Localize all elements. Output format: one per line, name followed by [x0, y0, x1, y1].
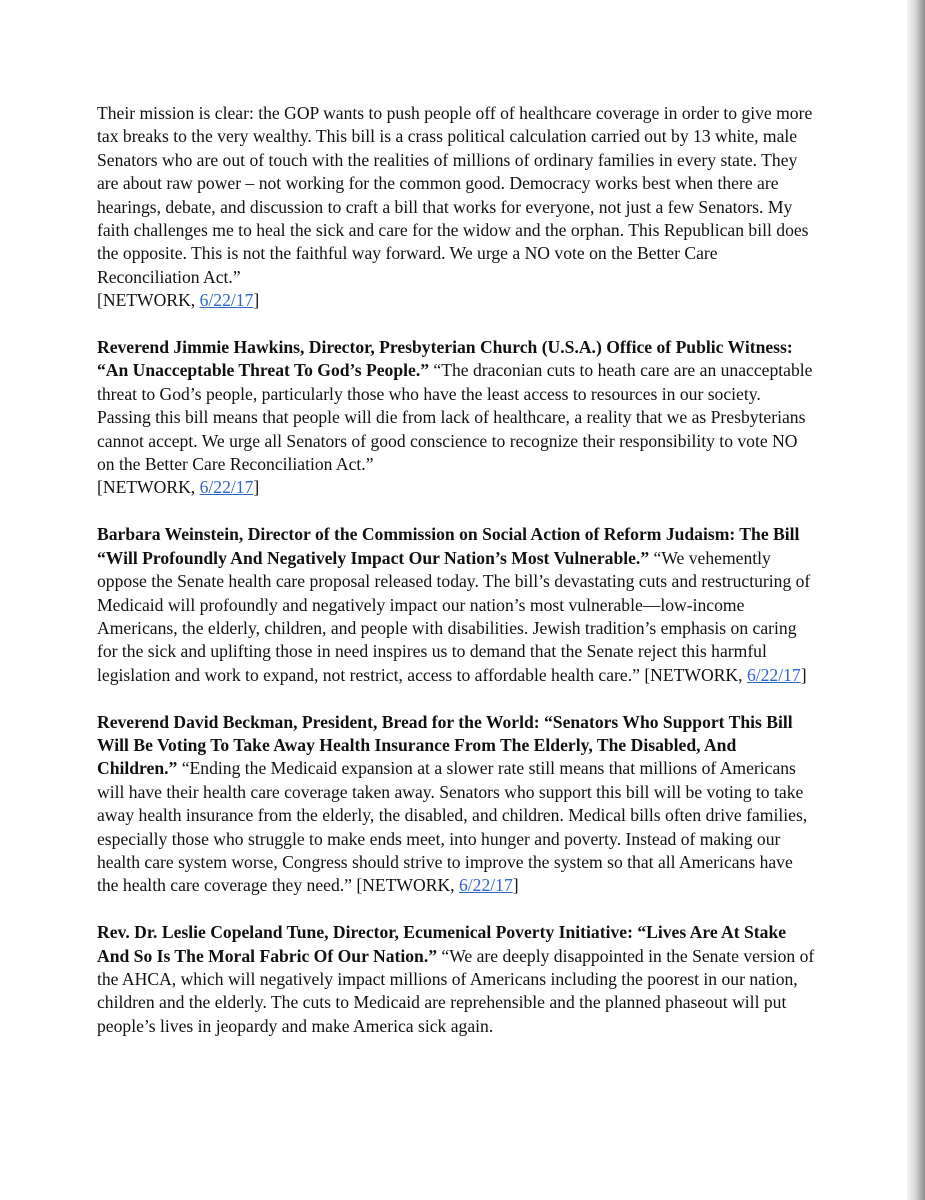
quote-text: “The draconian cuts to heath care are an unacceptable threat to God’s people, particularly those who have the least access to resources in our society. Passing this bill means that people will die from lack of healthcare, a reality that we as Presbyterians cannot accept. We urge all Senators of good conscience to recognize their responsibility to vote NO on the Better Care Reconciliation Act.” — [97, 360, 813, 475]
citation-close: ] — [253, 290, 260, 311]
quote-text: “Ending the Medicaid expansion at a slower rate still means that millions of Americans will have their health care coverage taken away. Senators who support this bill will be voting to take away health insurance from the elderly, the disabled, and children. Medical bills often drive families, especially those who struggle to make ends meet, into hunger and poverty. Instead of making our health care system worse, Congress should strive to improve the system so that all Americans have the health care coverage they need.” — [97, 758, 808, 896]
page-edge-shadow — [907, 0, 925, 1200]
citation-date-link[interactable]: 6/22/17 — [199, 290, 254, 311]
quote-text: “We are deeply disappointed in the Senate version of the AHCA, which will negatively impact millions of Americans including the poorest in our nation, children and the elderly. The cuts to Medicaid are reprehensible and the planned phaseout will put people’s lives in jeopardy and make America sick again. — [97, 945, 815, 1036]
citation-close: ] — [512, 875, 519, 896]
quote-paragraph-1 — [97, 102, 817, 313]
citation-date-link[interactable]: 6/22/17 — [199, 477, 254, 498]
quote-paragraph-2 — [97, 336, 817, 500]
citation-date-link[interactable]: 6/22/17 — [746, 664, 801, 685]
speaker-heading: Reverend David Beckman, President, Bread for the World: “Senators Who Support This Bill Will Be Voting To Take Away Health Insurance From The Elderly, The Disabled, And Children.” — [97, 711, 793, 779]
citation-source: [NETWORK, — [97, 290, 200, 311]
quote-text: “We vehemently oppose the Senate health care proposal released today. The bill’s devastating cuts and restructuring of Medicaid will profoundly and negatively impact our nation’s most vulnerable—low-income Americans, the elderly, children, and people with disabilities. Jewish tradition’s emphasis on caring for the sick and uplifting those in need inspires us to demand that the Senate reject this harmful legislation and work to expand, not restrict, access to affordable health care.” — [97, 547, 811, 685]
speaker-heading: Reverend Jimmie Hawkins, Director, Presbyterian Church (U.S.A.) Office of Public Witness: “An Unacceptable Threat To God’s People.” — [97, 337, 793, 381]
citation — [97, 289, 817, 312]
quote-paragraph-4 — [97, 711, 817, 898]
citation-source: [NETWORK, — [97, 477, 200, 498]
citation-date-link[interactable]: 6/22/17 — [458, 875, 513, 896]
citation — [97, 476, 817, 499]
citation-source: [NETWORK, — [351, 875, 459, 896]
document-body — [97, 102, 817, 1062]
citation-close: ] — [800, 664, 807, 685]
speaker-heading: Rev. Dr. Leslie Copeland Tune, Director, Ecumenical Poverty Initiative: “Lives Are At Stake And So Is The Moral Fabric Of Our Nation.” — [97, 922, 787, 966]
citation-source: [NETWORK, — [639, 664, 747, 685]
quote-text: Their mission is clear: the GOP wants to push people off of healthcare coverage in order to give more tax breaks to the very wealthy. This bill is a crass political calculation carried out by 13 white, male Senators who are out of touch with the realities of millions of ordinary families in every state. They are about raw power – not working for the common good. Democracy works best when there are hearings, debate, and discussion to craft a bill that works for everyone, not just a few Senators. My faith challenges me to heal the sick and care for the widow and the orphan. This Republican bill does the opposite. This is not the faithful way forward. We urge a NO vote on the Better Care Reconciliation Act.” — [97, 103, 813, 287]
quote-paragraph-5 — [97, 921, 817, 1038]
citation-close: ] — [253, 477, 260, 498]
quote-paragraph-3 — [97, 523, 817, 687]
speaker-heading: Barbara Weinstein, Director of the Commission on Social Action of Reform Judaism: The Bill “Will Profoundly And Negatively Impact Our Nation’s Most Vulnerable.” — [97, 524, 800, 568]
